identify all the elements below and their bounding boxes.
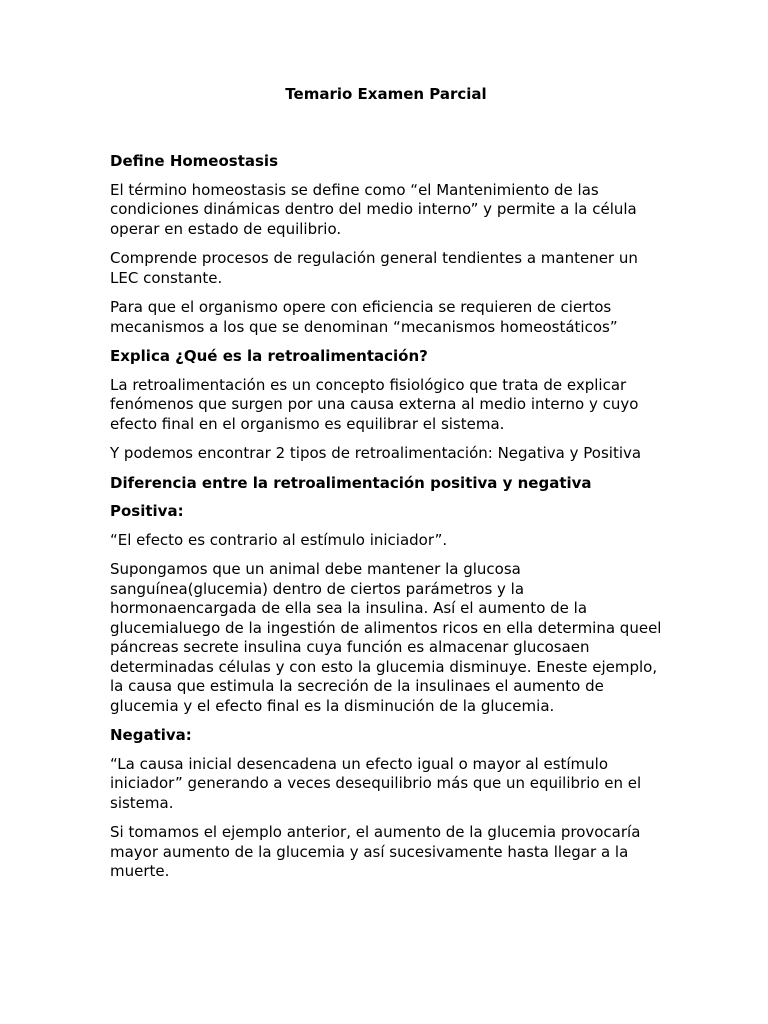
paragraph-negative-quote: “La causa inicial desencadena un efecto igual o mayor al estímulo iniciador” generando a veces desequilibrio más que un equilibrio en el sistema. — [110, 754, 642, 812]
heading-feedback-difference: Diferencia entre la retroalimentación positiva y negativa — [110, 473, 592, 492]
paragraph-homeostatic-mechanisms: Para que el organismo opere con eficiencia se requieren de ciertos mecanismos a los que se denominan “mecanismos homeostáticos” — [110, 298, 618, 336]
paragraph-homeostasis-definition: El término homeostasis se define como “el Mantenimiento de las condiciones dinámicas dentro del medio interno” y permite a la célula operar en estado de equilibrio. — [110, 180, 637, 238]
heading-feedback-question: Explica ¿Qué es la retroalimentación? — [110, 347, 428, 365]
paragraph-regulation-processes: Comprende procesos de regulación general tendientes a mantener un LEC constante. — [110, 249, 638, 287]
paragraph-negative-example: Si tomamos el ejemplo anterior, el aumento de la glucemia provocaría mayor aumento de la glucemia y así sucesivamente hasta llegar a la muerte. — [110, 823, 641, 880]
paragraph-feedback-types: Y podemos encontrar 2 tipos de retroalimentación: Negativa y Positiva — [110, 444, 642, 462]
document-page — [110, 85, 662, 892]
paragraph-glucose-example: Supongamos que un animal debe mantener la glucosa sanguínea(glucemia) dentro de ciertos parámetros y la hormonaencargada de ella sea la insulina. Así el aumento de la glucemialuego de la ingestión de alimentos ricos en ella determina queel páncreas secrete insulina cuya función es almacenar glucosaen determinadas células y con esto la glucemia disminuye. Eneste ejemplo, la causa que estimula la secreción de la insulinaes el aumento de glucemia y el efecto final es la disminución de la glucemia. — [110, 560, 662, 715]
paragraph-feedback-concept: La retroalimentación es un concepto fisiológico que trata de explicar fenómenos que surgen por una causa externa al medio interno y cuyo efecto final en el organismo es equilibrar el sistema. — [110, 375, 639, 433]
heading-positive: Positiva: — [110, 502, 184, 520]
paragraph-positive-quote: “El efecto es contrario al estímulo iniciador”. — [110, 530, 448, 549]
document-title: Temario Examen Parcial — [285, 85, 487, 103]
heading-negative: Negativa: — [110, 726, 192, 744]
heading-define-homeostasis: Define Homeostasis — [110, 152, 279, 170]
